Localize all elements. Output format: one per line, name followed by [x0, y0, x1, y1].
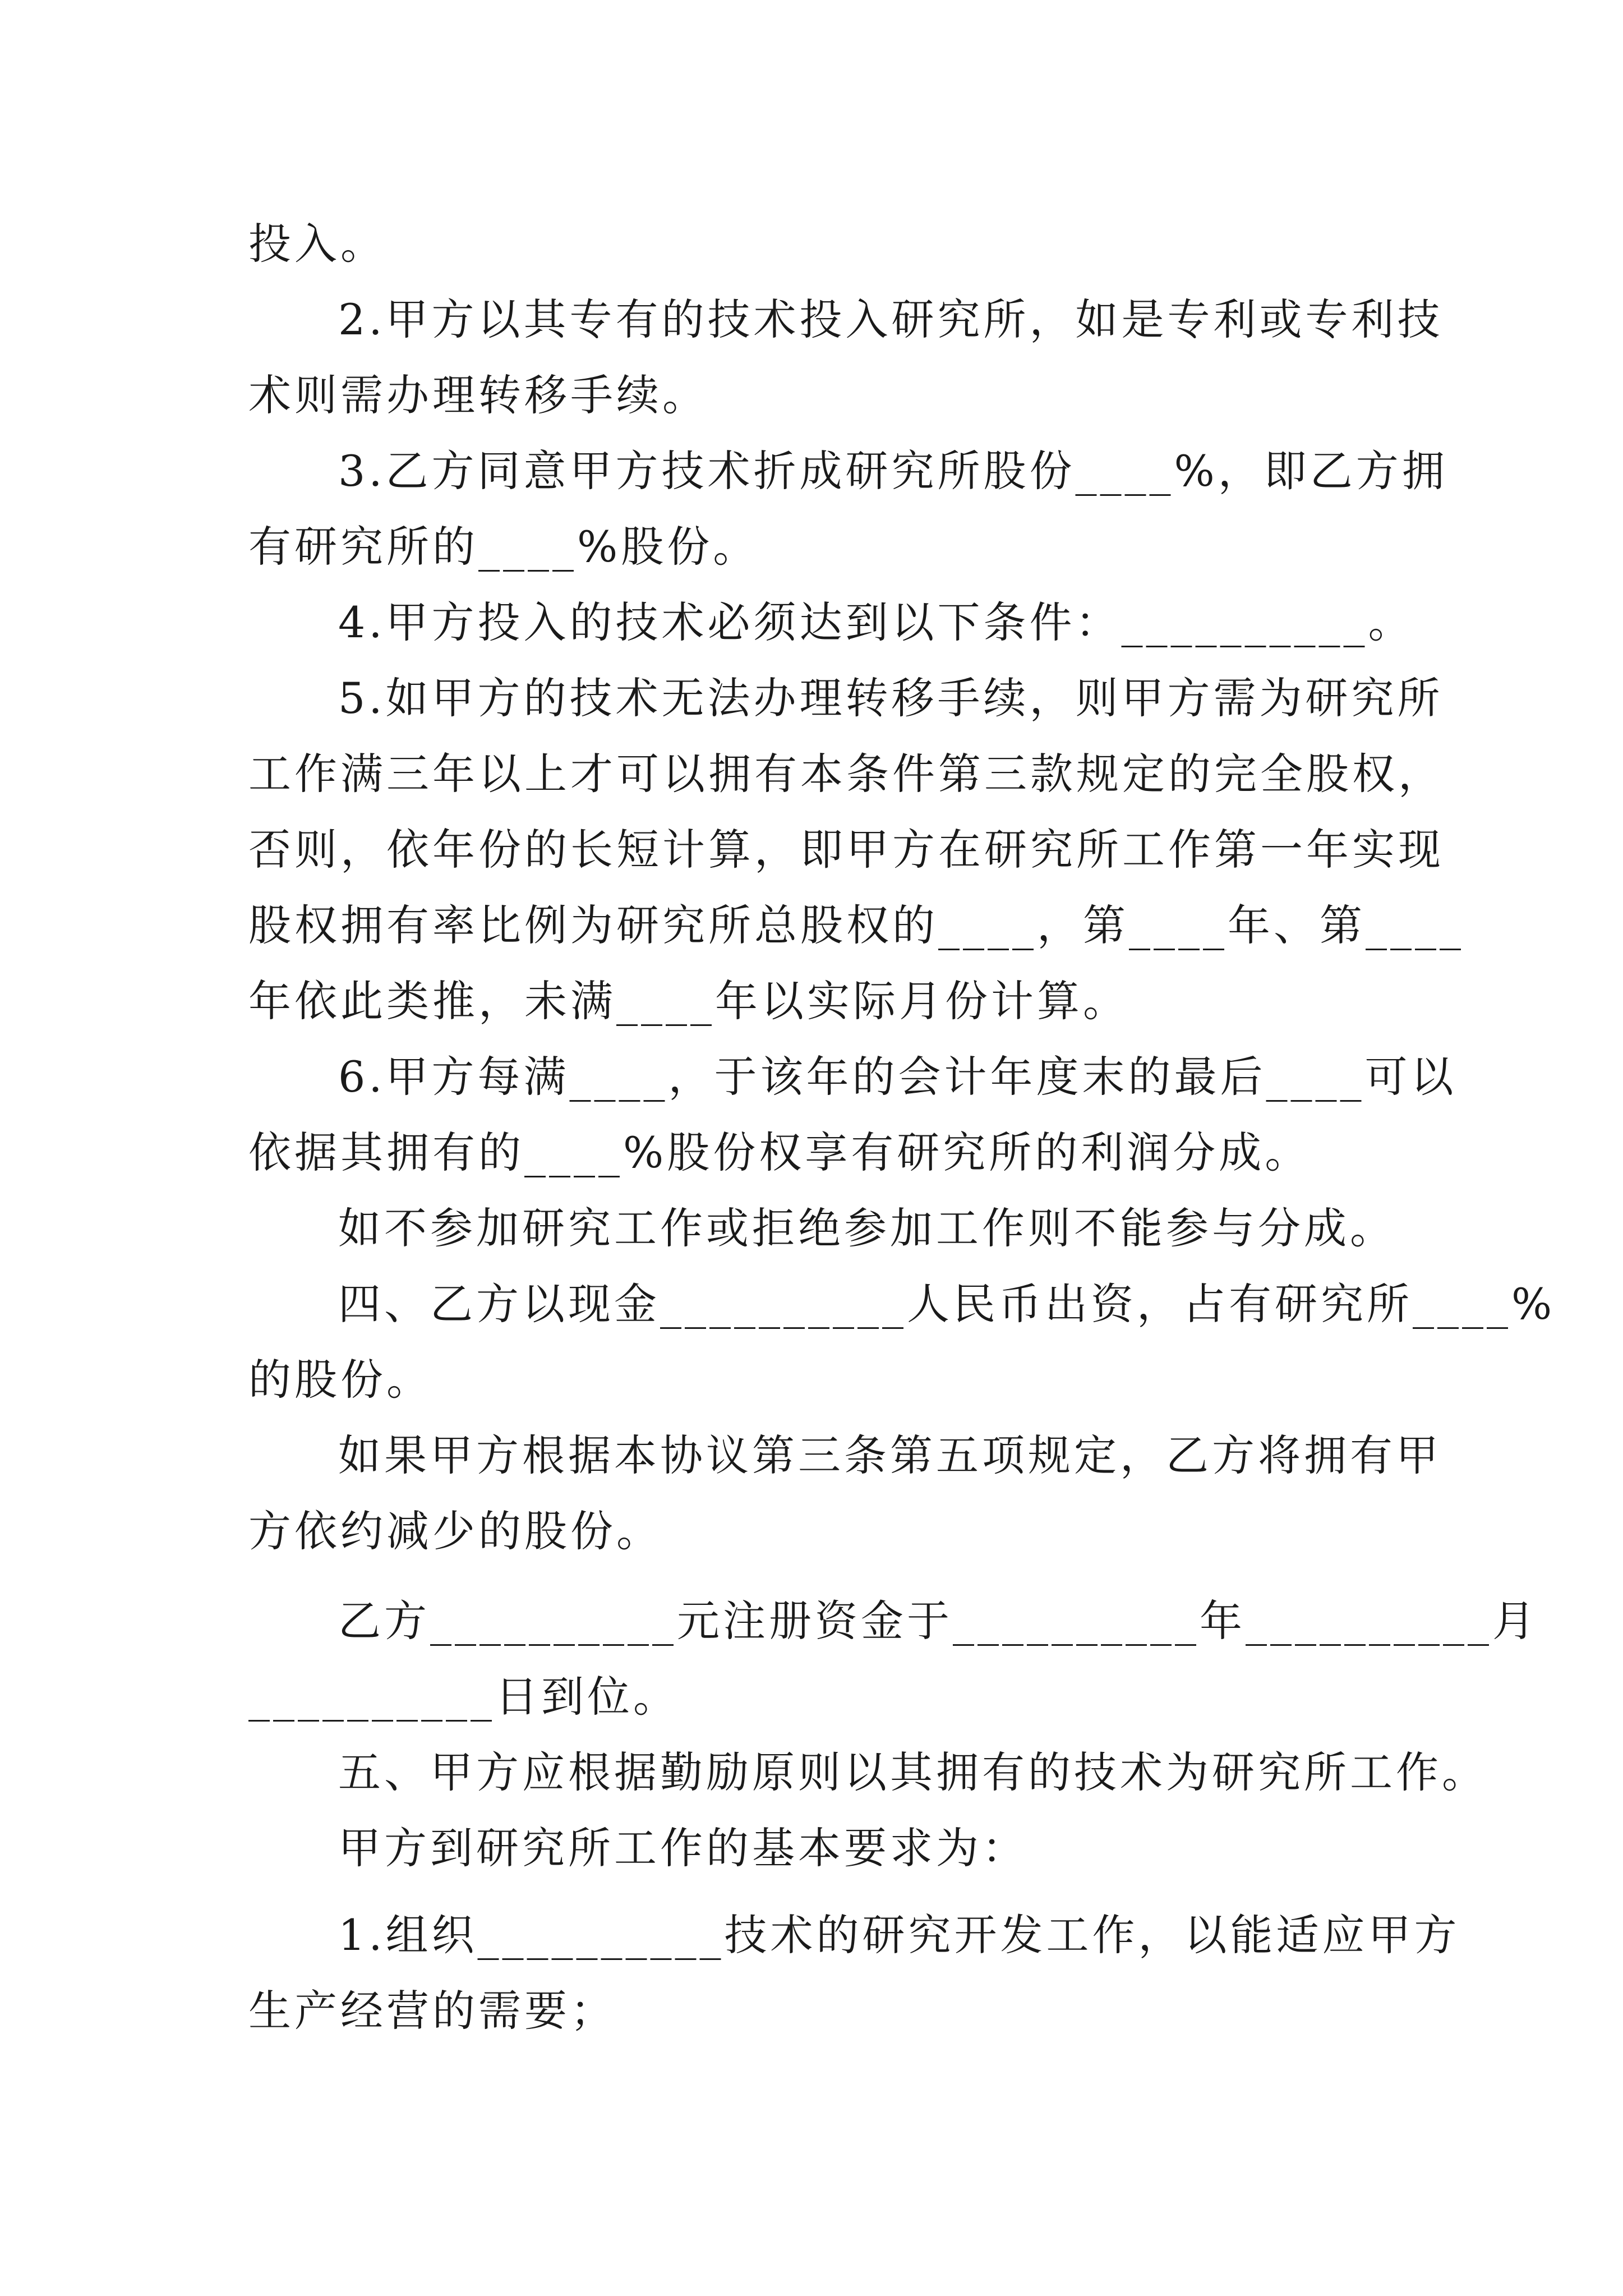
text-line: 五、甲方应根据勤励原则以其拥有的技术为研究所工作。 — [338, 1747, 1488, 1797]
text-line: 1.组织__________技术的研究开发工作，以能适应甲方 — [338, 1910, 1460, 1960]
text-line: 的股份。 — [248, 1355, 432, 1405]
text-line: 否则，依年份的长短计算，即甲方在研究所工作第一年实现 — [248, 825, 1444, 875]
text-line: 2.甲方以其专有的技术投入研究所，如是专利或专利技 — [338, 295, 1444, 344]
text-line: 年依此类推，未满____年以实际月份计算。 — [248, 976, 1129, 1026]
text-line: 有研究所的____%股份。 — [248, 522, 759, 572]
text-line: 术则需办理转移手续。 — [248, 370, 708, 420]
text-line: 乙方__________元注册资金于__________年__________月 — [338, 1596, 1538, 1646]
text-line: 甲方到研究所工作的基本要求为： — [338, 1823, 1028, 1873]
text-line: 工作满三年以上才可以拥有本条件第三款规定的完全股权， — [248, 749, 1444, 799]
text-line: 依据其拥有的____%股份权享有研究所的利润分成。 — [248, 1128, 1311, 1177]
text-line: 如不参加研究工作或拒绝参加工作则不能参与分成。 — [338, 1203, 1396, 1253]
text-line: 股权拥有率比例为研究所总股权的____，第____年、第____ — [248, 900, 1464, 950]
text-line: 四、乙方以现金__________人民币出资，占有研究所____% — [338, 1279, 1556, 1329]
text-line: 方依约减少的股份。 — [248, 1506, 662, 1556]
text-line: 如果甲方根据本协议第三条第五项规定，乙方将拥有甲 — [338, 1430, 1442, 1480]
text-line: 投入。 — [248, 219, 386, 269]
text-line: 6.甲方每满____，于该年的会计年度末的最后____可以 — [338, 1052, 1457, 1102]
text-line: 5.如甲方的技术无法办理转移手续，则甲方需为研究所 — [338, 673, 1444, 723]
text-line: __________日到位。 — [248, 1672, 679, 1722]
text-line: 生产经营的需要； — [248, 1986, 616, 2036]
text-line: 3.乙方同意甲方技术折成研究所股份____%，即乙方拥 — [338, 446, 1448, 496]
text-line: 4.甲方投入的技术必须达到以下条件：__________。 — [338, 597, 1414, 647]
